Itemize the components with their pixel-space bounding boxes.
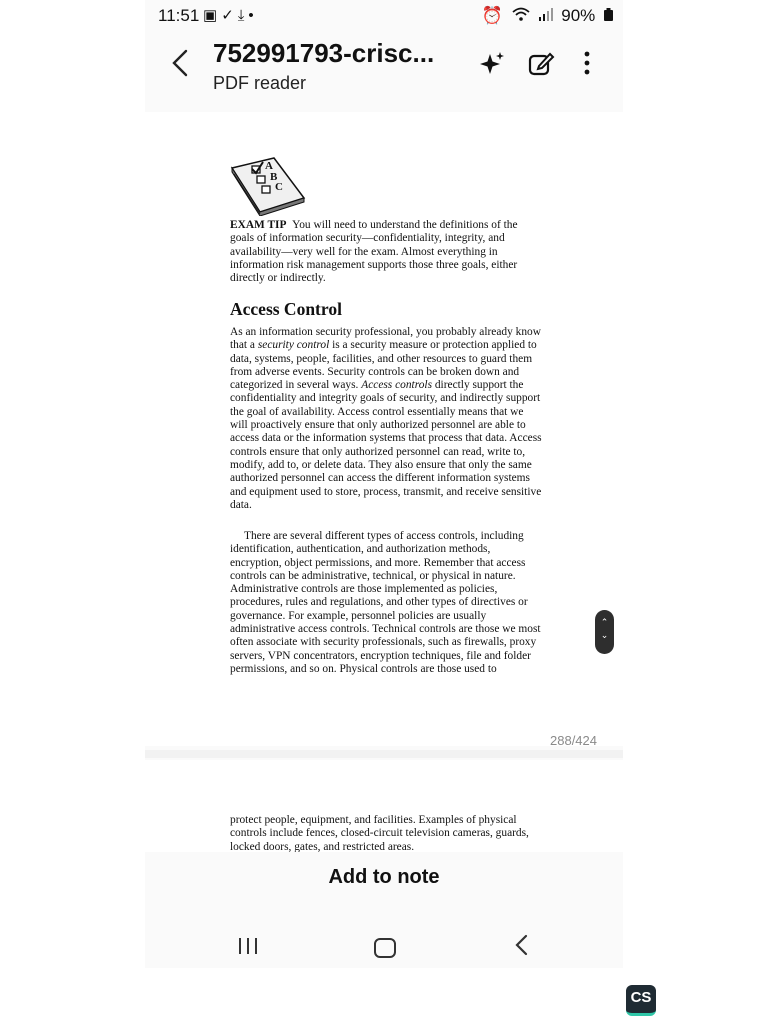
back-button[interactable] [169,48,195,82]
download-icon: ⤓ [237,7,249,24]
document-title: 752991793-crisc... [213,38,435,68]
battery-icon [604,6,613,25]
page-indicator: 288/424 [550,733,597,748]
checklist-letter-c: C [275,181,283,193]
wifi-icon [512,6,535,25]
battery-percent: 90% [561,6,596,25]
para1-part-b: is a security measure or protection applied to data, systems, people, facilities, and other resources to guard them from adverse events. Security controls can be broken down and categorized in several ways. [230,339,537,392]
nav-back-button[interactable] [512,932,530,965]
edit-icon [527,50,555,78]
check-download-icon: ✓ [221,7,238,24]
phone-screen [145,0,623,968]
app-bar [145,32,623,112]
navigation-bar [145,928,623,968]
ai-assist-button[interactable] [477,50,507,80]
page-separator [145,750,623,758]
exam-tip-text: You will need to understand the definitions of the goals of information security—confidentiality, integrity, and availability—very well for the exam. Almost everything in information risk management supports those three goals, either directly or indirectly. [230,219,518,285]
paragraph-access-control [230,326,542,512]
recents-button[interactable] [237,936,259,962]
exam-tip [230,219,542,285]
dot-icon: • [248,7,258,24]
para1-part-a: As an information security professional, you probably already know that a [230,326,541,352]
status-bar [145,0,623,32]
home-button[interactable] [374,938,396,958]
chevron-up-icon: ⌃ [600,617,609,627]
section-heading: Access Control [230,299,342,319]
checklist-letter-b: B [270,171,278,183]
recents-icon [237,936,259,956]
more-options-button[interactable] [575,50,599,80]
pdf-next-page[interactable] [145,760,623,852]
chevron-down-icon: ⌄ [600,630,609,640]
status-time: 11:51 [158,6,200,25]
camscanner-logo: CS [626,985,656,1016]
exam-tip-label: EXAM TIP [230,219,287,231]
paragraph-control-types: There are several different types of access controls, including identification, authentication, and authorization methods, encryption, object permissions, and more. Remember that access controls can be administrative, technical, or physical in nature. Administrative controls are those implemented as policies, procedures, rules and regulations, and other types of directives or governance. For example, personnel policies are usually administrative access controls. Technical controls are those we most often associate with security professionals, such as firewalls, proxy servers, VPN concentrators, encryption techniques, file and folder permissions, and so on. Physical controls are those used to [230,530,541,675]
checklist-letter-a: A [265,160,273,172]
alarm-icon: ⏰ [481,6,504,25]
paragraph-physical-controls: protect people, equipment, and facilities. Examples of physical controls include fences, closed-circuit television cameras, guards, locked doors, gates, and restricted areas. [230,814,529,852]
more-vert-icon [583,50,591,76]
signal-icon [539,6,558,25]
notification-icons [203,6,258,24]
sparkle-icon [478,50,506,78]
chevron-left-icon [169,48,191,78]
para1-part-c: directly support the confidentiality and integrity goals of security, and indirectly support the goal of availability. Access control essentially means that we will proactively ensure that only authorized personnel are able to access data or the information systems that process that data. Access controls ensure that only authorized personnel can read, write to, modify, add to, or delete data. They also ensure that only the same authorized personnel can access the different information systems and equipment used to store, process, transmit, and receive sensitive data. [230,379,542,511]
system-icons [478,6,613,26]
add-to-note-button[interactable]: Add to note [328,866,440,888]
fast-scroll-handle[interactable] [595,610,614,654]
edit-button[interactable] [527,50,557,80]
para1-emphasis-access-controls: Access controls [361,379,433,392]
app-subtitle: PDF reader [213,73,307,93]
chevron-left-icon [512,932,530,958]
checklist-icon [230,156,306,216]
gallery-icon: ▣ [203,7,222,24]
pdf-page[interactable] [145,112,623,746]
para1-emphasis-security-control: security control [257,339,330,352]
